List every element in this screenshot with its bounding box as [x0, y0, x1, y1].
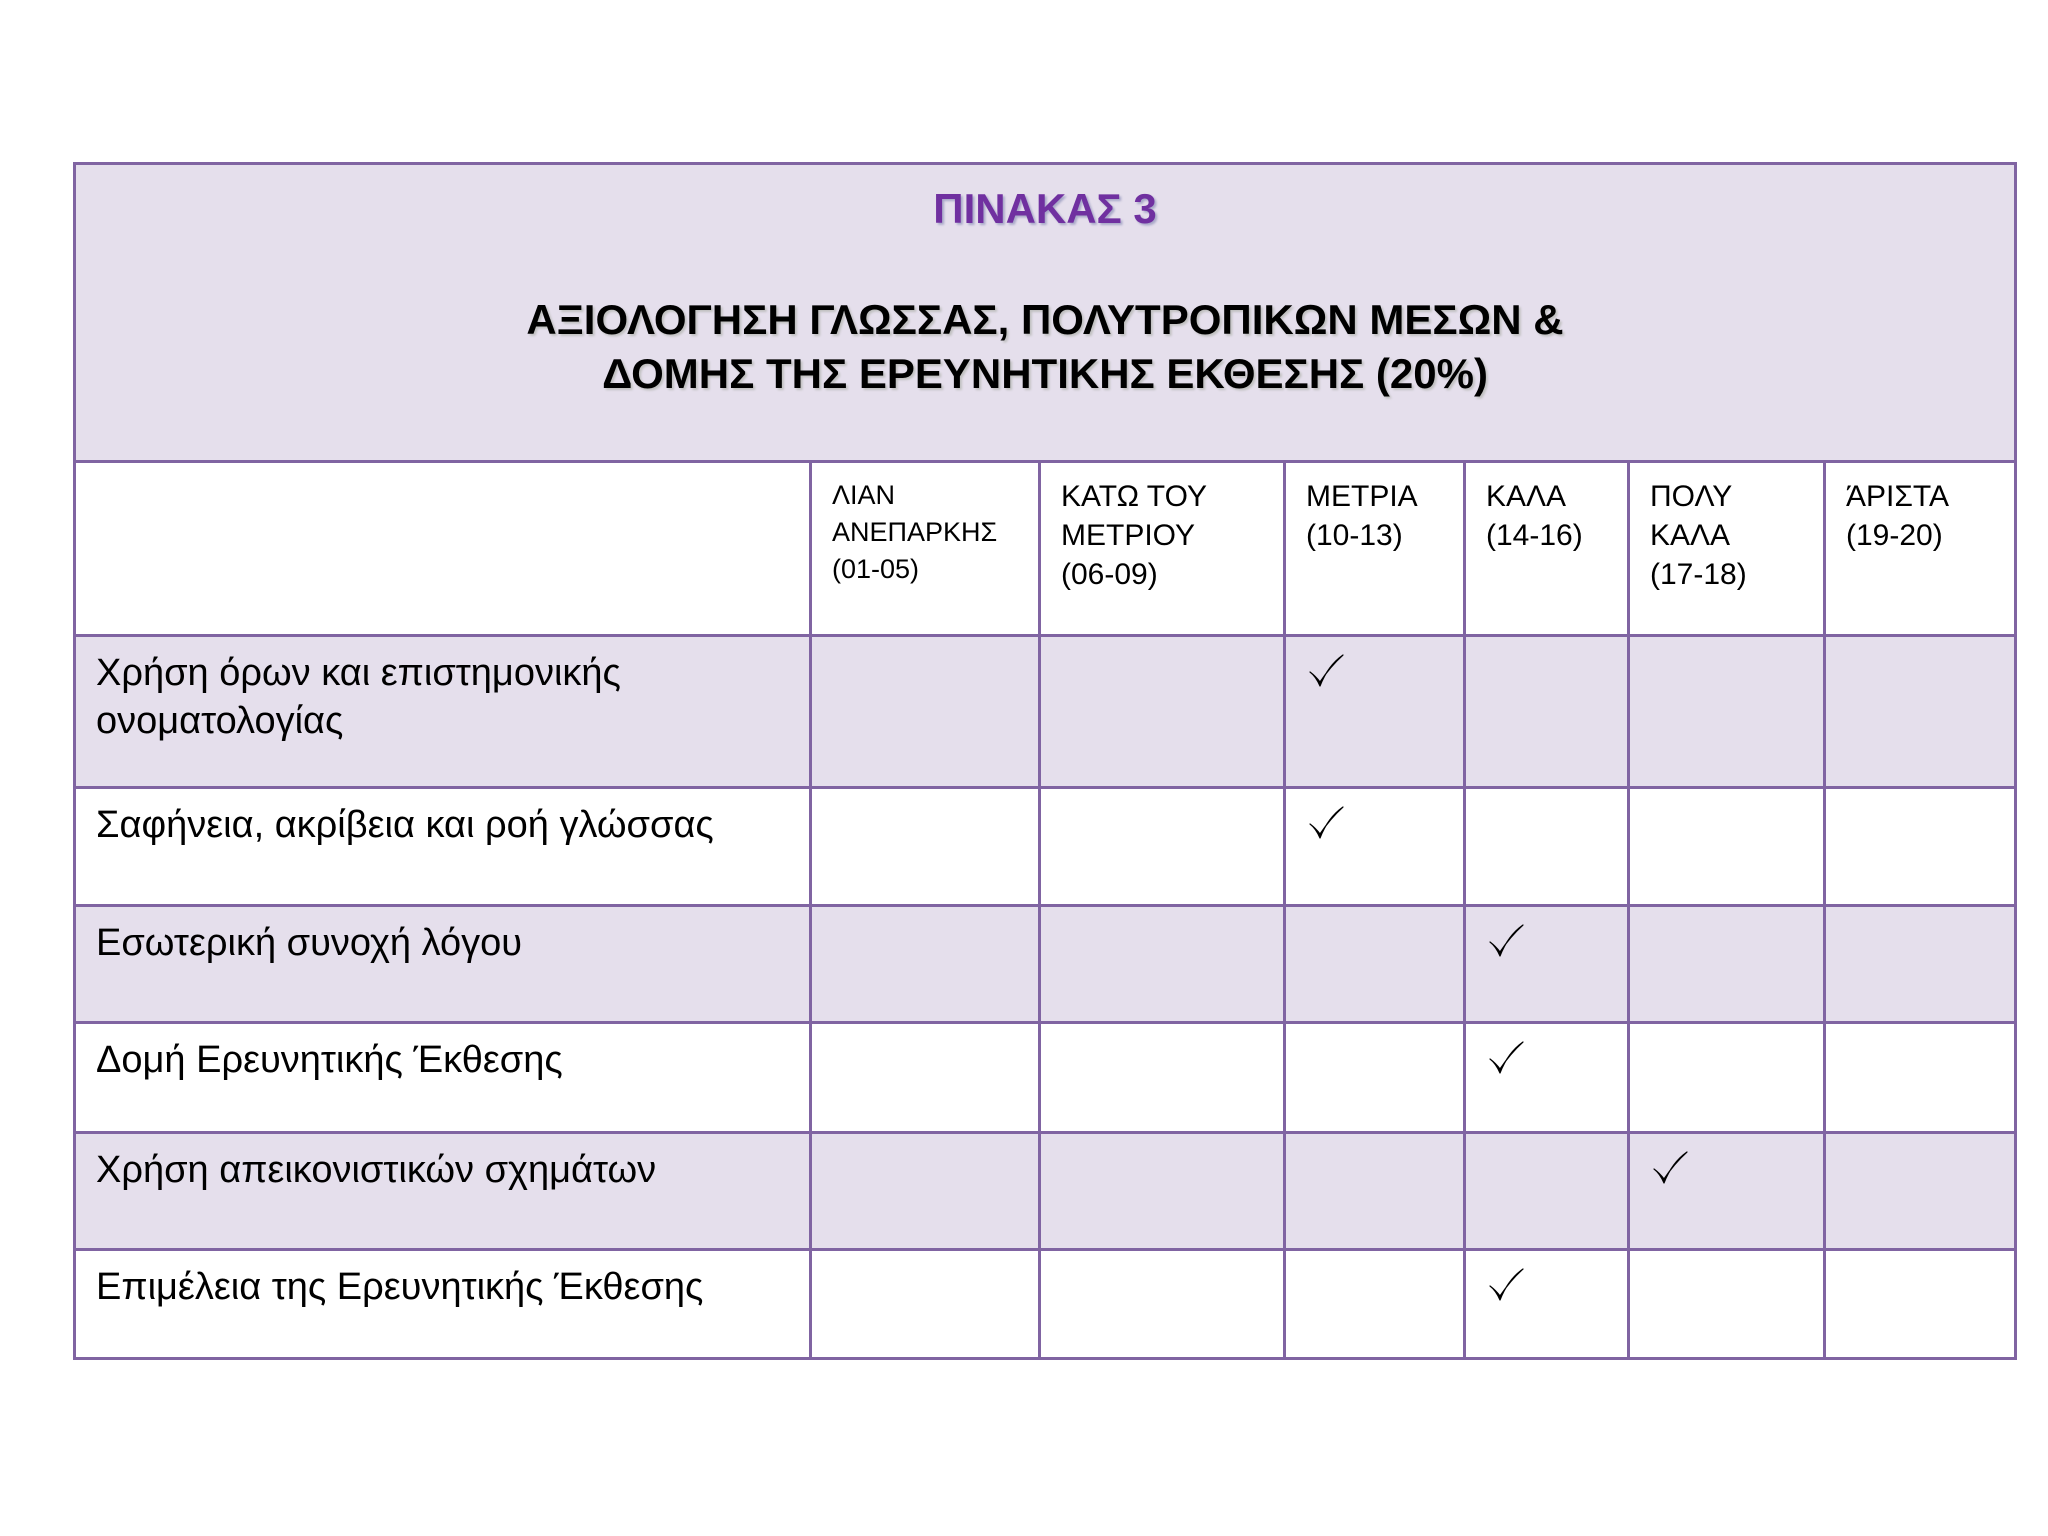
- rating-cell: [1040, 906, 1285, 1023]
- rating-cell: [1285, 1133, 1465, 1250]
- rating-cell: [1285, 788, 1465, 906]
- checkmark-icon: [1650, 1148, 1690, 1188]
- column-header-row: [75, 462, 2016, 636]
- criterion-label: Χρήση απεικονιστικών σχημάτων: [75, 1133, 811, 1250]
- table-title-line-1: ΑΞΙΟΛΟΓΗΣΗ ΓΛΩΣΣΑΣ, ΠΟΛΥΤΡΟΠΙΚΩΝ ΜΕΣΩΝ &: [526, 296, 1564, 343]
- rating-cell: [1040, 1133, 1285, 1250]
- column-header-lian-aneparkis: [811, 462, 1040, 636]
- rating-cell: [1285, 906, 1465, 1023]
- table-number: ΠΙΝΑΚΑΣ 3: [933, 185, 1157, 232]
- rating-cell: [1285, 1250, 1465, 1359]
- rating-cell: [1825, 906, 2016, 1023]
- criterion-label: Δομή Ερευνητικής Έκθεσης: [75, 1023, 811, 1133]
- rating-cell: [1040, 636, 1285, 788]
- column-header-line: ΛΙΑΝ: [832, 480, 896, 510]
- rating-cell: [1825, 1133, 2016, 1250]
- table-title-line-2: ΔΟΜΗΣ ΤΗΣ ΕΡΕΥΝΗΤΙΚΗΣ ΕΚΘΕΣΗΣ (20%): [602, 350, 1488, 397]
- column-header-line: (19-20): [1846, 519, 1943, 552]
- column-header-line: (17-18): [1650, 558, 1747, 591]
- table-row: [75, 1023, 2016, 1133]
- column-header-line: (14-16): [1486, 519, 1583, 552]
- column-header-line: ΆΡΙΣΤΑ: [1846, 480, 1950, 513]
- column-header-poly-kala: [1629, 462, 1825, 636]
- rating-cell: [811, 1023, 1040, 1133]
- rating-cell: [1465, 636, 1629, 788]
- rating-cell: [1285, 636, 1465, 788]
- column-header-empty: [75, 462, 811, 636]
- column-header-line: (10-13): [1306, 519, 1403, 552]
- rating-cell: [1465, 788, 1629, 906]
- column-header-line: ΠΟΛΥ: [1650, 480, 1733, 513]
- rating-cell: [1629, 1133, 1825, 1250]
- criterion-label: Σαφήνεια, ακρίβεια και ροή γλώσσας: [75, 788, 811, 906]
- rating-cell: [811, 636, 1040, 788]
- column-header-line: ΚΑΛΑ: [1650, 519, 1731, 552]
- rating-cell: [1629, 1023, 1825, 1133]
- checkmark-icon: [1486, 1265, 1526, 1305]
- rating-cell: [811, 788, 1040, 906]
- column-header-line: ΑΝΕΠΑΡΚΗΣ: [832, 517, 998, 547]
- column-header-kato-tou-metriou: [1040, 462, 1285, 636]
- rating-cell: [1825, 788, 2016, 906]
- rating-cell: [1040, 1250, 1285, 1359]
- rating-cell: [1629, 788, 1825, 906]
- rating-cell: [1629, 1250, 1825, 1359]
- rating-cell: [811, 1250, 1040, 1359]
- evaluation-table: [73, 162, 2017, 1360]
- column-header-line: ΚΑΛΑ: [1486, 480, 1567, 513]
- column-header-line: ΜΕΤΡΙΑ: [1306, 480, 1418, 513]
- table-row: [75, 906, 2016, 1023]
- column-header-metria: [1285, 462, 1465, 636]
- checkmark-icon: [1306, 803, 1346, 843]
- rating-cell: [1465, 1133, 1629, 1250]
- column-header-line: ΚΑΤΩ ΤΟΥ: [1061, 480, 1207, 513]
- rating-cell: [1465, 1250, 1629, 1359]
- rating-cell: [811, 1133, 1040, 1250]
- rating-cell: [1629, 636, 1825, 788]
- rating-cell: [1285, 1023, 1465, 1133]
- criterion-label: Επιμέλεια της Ερευνητικής Έκθεσης: [75, 1250, 811, 1359]
- checkmark-icon: [1306, 651, 1346, 691]
- rating-cell: [811, 906, 1040, 1023]
- rating-cell: [1629, 906, 1825, 1023]
- column-header-line: (01-05): [832, 554, 920, 584]
- table-row: [75, 1133, 2016, 1250]
- checkmark-icon: [1486, 1038, 1526, 1078]
- rating-cell: [1825, 1023, 2016, 1133]
- rating-cell: [1040, 1023, 1285, 1133]
- rating-cell: [1465, 1023, 1629, 1133]
- table-row: [75, 636, 2016, 788]
- column-header-line: (06-09): [1061, 558, 1158, 591]
- rating-cell: [1040, 788, 1285, 906]
- table-row: [75, 788, 2016, 906]
- column-header-kala: [1465, 462, 1629, 636]
- criterion-label: Εσωτερική συνοχή λόγου: [75, 906, 811, 1023]
- column-header-arista: [1825, 462, 2016, 636]
- table-title-cell: [75, 164, 2016, 462]
- checkmark-icon: [1486, 921, 1526, 961]
- table-title: [76, 293, 2014, 401]
- criterion-label: Χρήση όρων και επιστημονικής ονοματολογίας: [75, 636, 811, 788]
- column-header-line: ΜΕΤΡΙΟΥ: [1061, 519, 1196, 552]
- rating-cell: [1465, 906, 1629, 1023]
- rating-cell: [1825, 636, 2016, 788]
- table-row: [75, 1250, 2016, 1359]
- rating-cell: [1825, 1250, 2016, 1359]
